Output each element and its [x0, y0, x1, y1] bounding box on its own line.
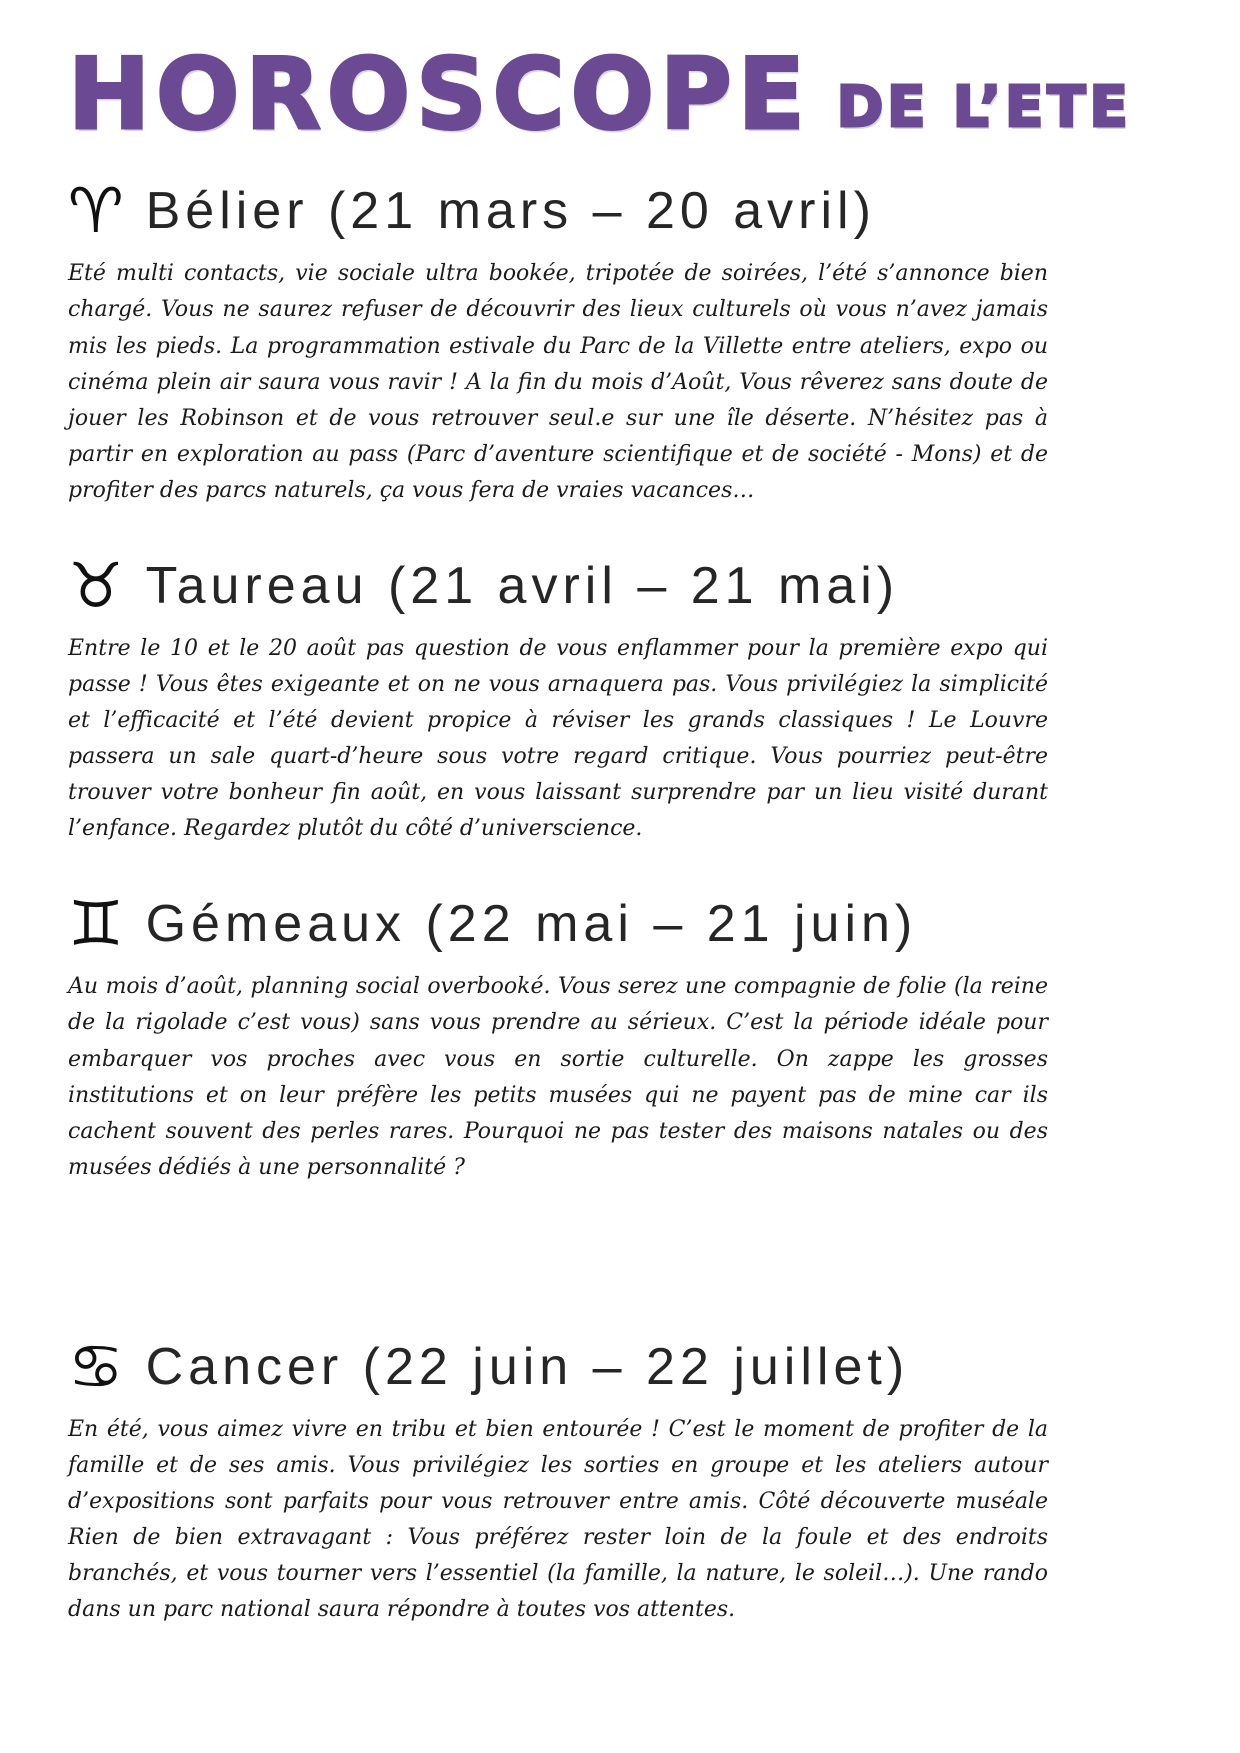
page-title [68, 38, 1170, 152]
sign-body-belier: Eté multi contacts, vie sociale ultra bookée, tripotée de soirées, l’été s’annonce bien chargé. Vous ne saurez refuser de découvrir des lieux culturels où vous n’avez jamais mis les pieds. La programmation estivale du Parc de la Villette entre ateliers, expo ou cinéma plein air saura vous ravir ! A la fin du mois d’Août, Vous rêverez sans doute de jouer les Robinson et de vous retrouver seul.e sur une île déserte. N’hésitez pas à partir en exploration au pass (Parc d’aventure scientifique et de société - Mons) et de profiter des parcs naturels, ça vous fera de vraies vacances… [68, 261, 1048, 503]
sign-heading-taureau [68, 548, 1170, 622]
sign-title-gemeaux: Gémeaux (22 mai – 21 juin) [145, 895, 918, 954]
sign-heading-gemeaux [68, 887, 1170, 961]
section-cancer [68, 1329, 1170, 1628]
sign-heading-belier [68, 174, 1170, 248]
sign-body-taureau: Entre le 10 et le 20 août pas question de vous enflammer pour la première expo qui passe ! Vous êtes exigeante et on ne vous arnaquera pas. Vous privilégiez la simplicité et l’efficacité et l’été devient propice à réviser les grands classiques ! Le Louvre passera un sale quart-d’heure sous votre regard critique. Vous pourriez peut-être trouver votre bonheur fin août, en vous laissant surprendre par un lieu visité durant l’enfance. Regardez plutôt du côté d’universcience. [68, 635, 1048, 842]
taurus-icon: ♉ [68, 548, 124, 622]
aries-icon: ♈ [68, 174, 124, 248]
page-title-main: HOROSCOPE [68, 38, 811, 152]
sign-body-cancer: En été, vous aimez vivre en tribu et bien entourée ! C’est le moment de profiter de la famille et de ses amis. Vous privilégiez les sorties en groupe et les ateliers autour d’expositions sont parfaits pour vous retrouver entre amis. Côté découverte muséale Rien de bien extravagant : Vous préférez rester loin de la foule et des endroits branchés, et vous tourner vers l’essentiel (la famille, la nature, le soleil…). Une rando dans un parc national saura répondre à toutes vos attentes. [68, 1416, 1048, 1623]
section-belier [68, 174, 1170, 509]
section-gemeaux [68, 887, 1170, 1185]
sign-title-taureau: Taureau (21 avril – 21 mai) [145, 556, 900, 615]
sign-title-belier: Bélier (21 mars – 20 avril) [145, 182, 876, 241]
sign-heading-cancer [68, 1329, 1170, 1403]
gemini-icon: ♊ [68, 887, 124, 961]
page-title-suffix: DE L’ETE [836, 74, 1132, 140]
sign-title-cancer: Cancer (22 juin – 22 juillet) [145, 1337, 910, 1396]
cancer-icon: ♋ [68, 1329, 124, 1403]
section-taureau [68, 548, 1170, 847]
sign-body-gemeaux: Au mois d’août, planning social overbooké. Vous serez une compagnie de folie (la reine de la rigolade c’est vous) sans vous prendre au sérieux. C’est la période idéale pour embarquer vos proches avec vous en sortie culturelle. On zappe les grosses institutions et on leur préfère les petits musées qui ne payent pas de mine car ils cachent souvent des perles rares. Pourquoi ne pas tester des maisons natales ou des musées dédiés à une personnalité ? [68, 974, 1048, 1180]
